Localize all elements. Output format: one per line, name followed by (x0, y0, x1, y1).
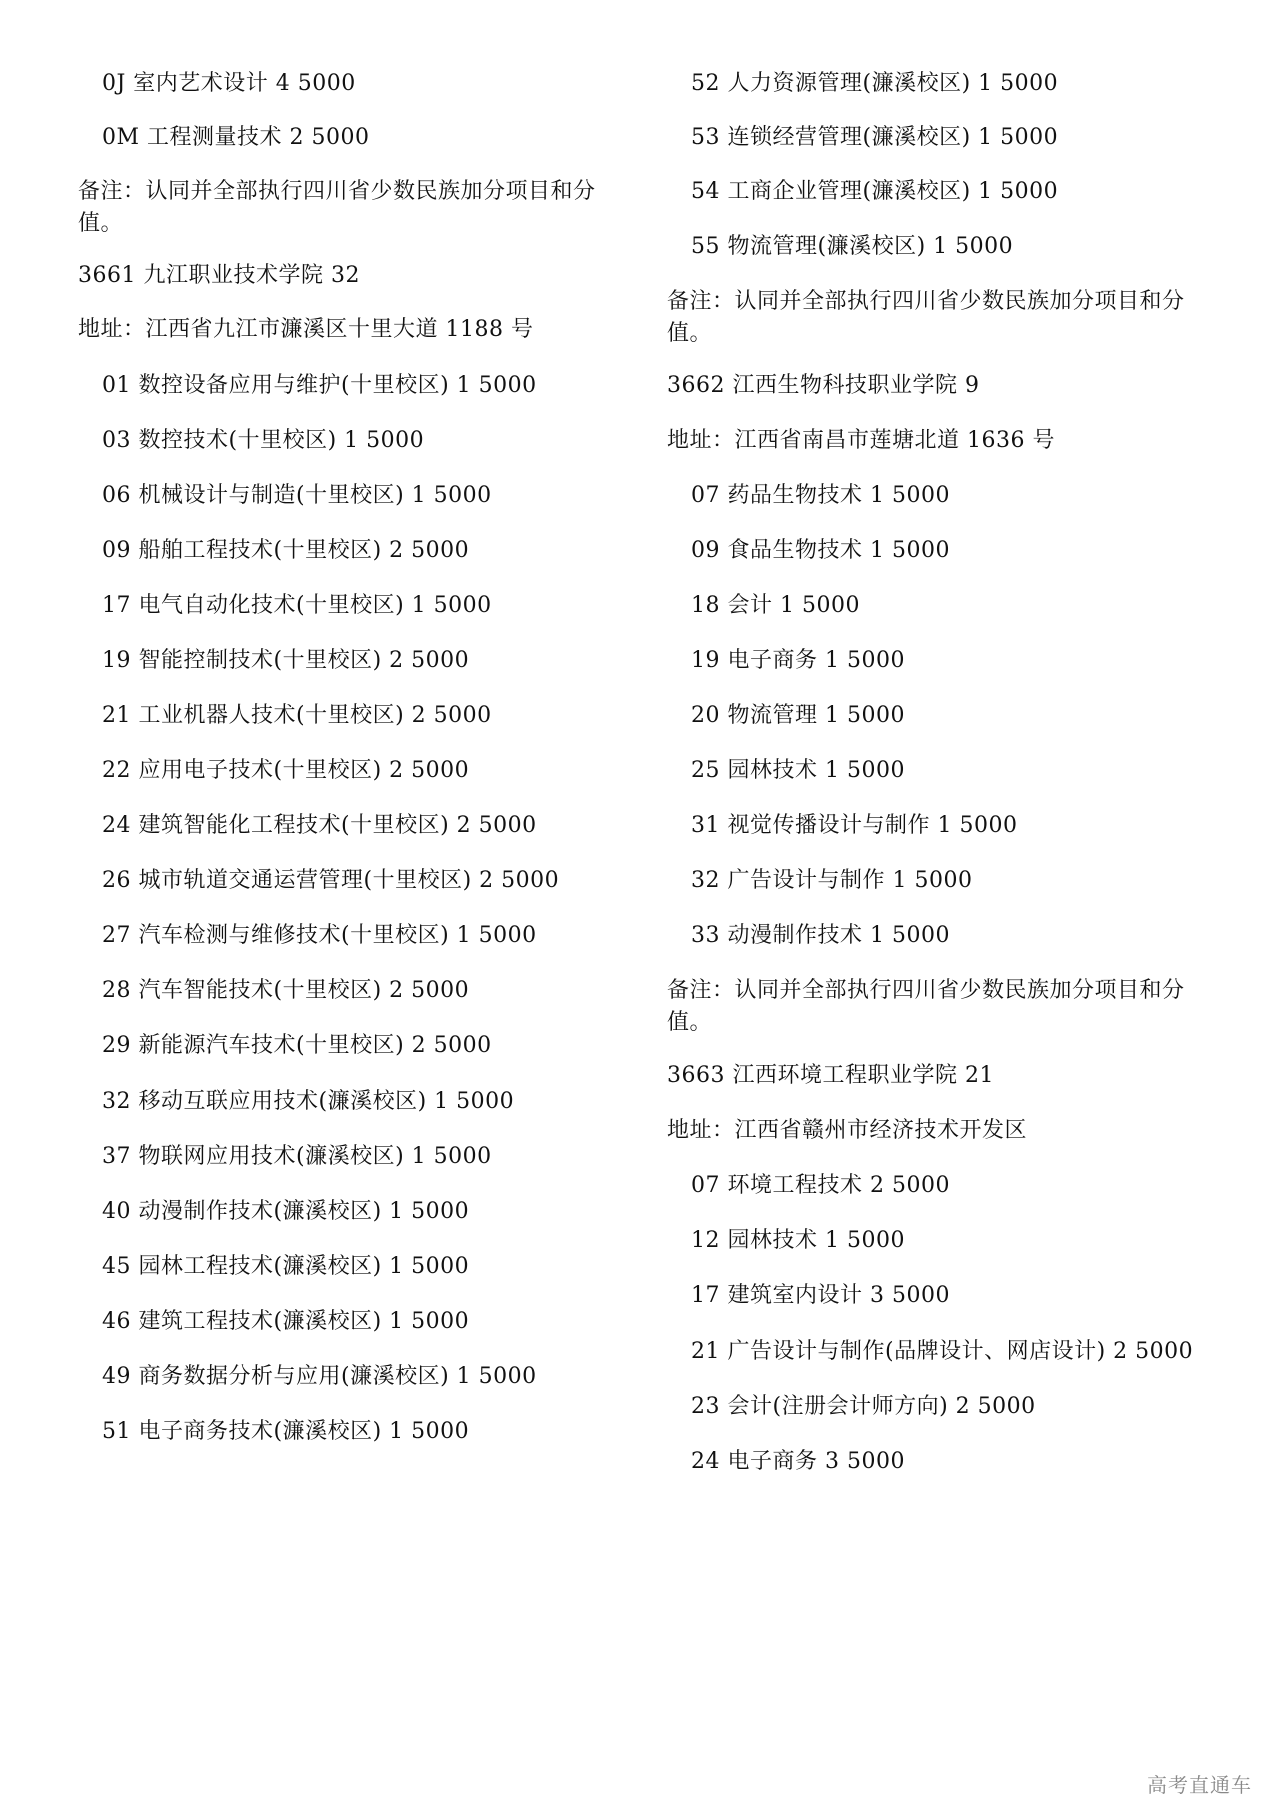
major-line: 32 移动互联应用技术(濂溪校区) 1 5000 (102, 1089, 515, 1114)
major-line: 17 建筑室内设计 3 5000 (691, 1283, 950, 1308)
major-line: 07 药品生物技术 1 5000 (691, 483, 950, 508)
school-heading: 3661 九江职业技术学院 32 (78, 263, 360, 288)
major-line: 01 数控设备应用与维护(十里校区) 1 5000 (102, 373, 537, 398)
major-line: 28 汽车智能技术(十里校区) 2 5000 (102, 978, 470, 1003)
major-line: 51 电子商务技术(濂溪校区) 1 5000 (102, 1419, 470, 1444)
major-line: 40 动漫制作技术(濂溪校区) 1 5000 (102, 1199, 470, 1224)
major-line: 12 园林技术 1 5000 (691, 1228, 905, 1253)
major-line: 21 工业机器人技术(十里校区) 2 5000 (102, 703, 492, 728)
address-line: 地址：江西省九江市濂溪区十里大道 1188 号 (78, 317, 534, 342)
major-line: 09 食品生物技术 1 5000 (691, 538, 950, 563)
major-line: 19 智能控制技术(十里校区) 2 5000 (102, 648, 470, 673)
major-line: 37 物联网应用技术(濂溪校区) 1 5000 (102, 1144, 492, 1169)
major-line: 46 建筑工程技术(濂溪校区) 1 5000 (102, 1309, 470, 1334)
major-line: 03 数控技术(十里校区) 1 5000 (102, 428, 425, 453)
major-line: 55 物流管理(濂溪校区) 1 5000 (691, 234, 1014, 259)
major-line: 27 汽车检测与维修技术(十里校区) 1 5000 (102, 923, 537, 948)
major-line: 09 船舶工程技术(十里校区) 2 5000 (102, 538, 470, 563)
major-line: 20 物流管理 1 5000 (691, 703, 905, 728)
major-line: 33 动漫制作技术 1 5000 (691, 923, 950, 948)
major-line: 24 电子商务 3 5000 (691, 1449, 905, 1474)
major-line: 53 连锁经营管理(濂溪校区) 1 5000 (691, 125, 1059, 150)
major-line: 0M 工程测量技术 2 5000 (102, 125, 370, 150)
major-line: 52 人力资源管理(濂溪校区) 1 5000 (691, 71, 1059, 96)
school-heading: 3663 江西环境工程职业学院 21 (667, 1063, 994, 1088)
note-line: 备注：认同并全部执行四川省少数民族加分项目和分值。 (667, 978, 1185, 1035)
major-line: 29 新能源汽车技术(十里校区) 2 5000 (102, 1033, 492, 1058)
major-line: 54 工商企业管理(濂溪校区) 1 5000 (691, 179, 1059, 204)
major-line: 18 会计 1 5000 (691, 593, 860, 618)
note-line: 备注：认同并全部执行四川省少数民族加分项目和分值。 (667, 289, 1185, 346)
major-line: 26 城市轨道交通运营管理(十里校区) 2 5000 (102, 868, 560, 893)
major-line: 31 视觉传播设计与制作 1 5000 (691, 813, 1018, 838)
address-line: 地址：江西省赣州市经济技术开发区 (667, 1118, 1028, 1143)
major-line: 17 电气自动化技术(十里校区) 1 5000 (102, 593, 492, 618)
address-line: 地址：江西省南昌市莲塘北道 1636 号 (667, 428, 1055, 453)
school-heading: 3662 江西生物科技职业学院 9 (667, 373, 980, 398)
major-line: 49 商务数据分析与应用(濂溪校区) 1 5000 (102, 1364, 537, 1389)
watermark-text: 高考直通车 (1147, 1773, 1252, 1797)
major-line: 25 园林技术 1 5000 (691, 758, 905, 783)
major-line: 32 广告设计与制作 1 5000 (691, 868, 973, 893)
major-line: 07 环境工程技术 2 5000 (691, 1173, 950, 1198)
major-line: 23 会计(注册会计师方向) 2 5000 (691, 1394, 1036, 1419)
major-line: 24 建筑智能化工程技术(十里校区) 2 5000 (102, 813, 537, 838)
major-line: 19 电子商务 1 5000 (691, 648, 905, 673)
major-line: 45 园林工程技术(濂溪校区) 1 5000 (102, 1254, 470, 1279)
major-line: 22 应用电子技术(十里校区) 2 5000 (102, 758, 470, 783)
major-line: 06 机械设计与制造(十里校区) 1 5000 (102, 483, 492, 508)
major-line: 21 广告设计与制作(品牌设计、网店设计) 2 5000 (691, 1339, 1194, 1364)
note-line: 备注：认同并全部执行四川省少数民族加分项目和分值。 (78, 179, 596, 236)
major-line: 0J 室内艺术设计 4 5000 (102, 71, 356, 96)
